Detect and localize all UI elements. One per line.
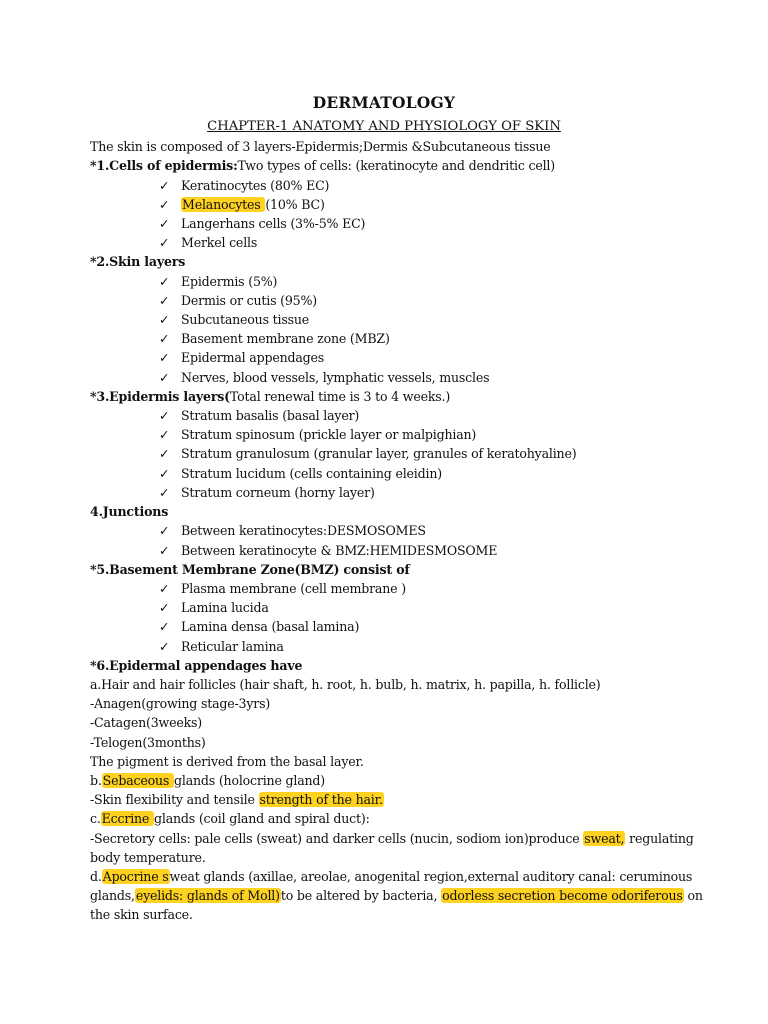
paragraph-line: -Secretory cells: pale cells (sweat) and darker cells (nucin, sodiom ion)produce sweat, regulating	[90, 831, 694, 846]
section-5-heading: *5.Basement Membrane Zone(BMZ) consist of	[90, 562, 410, 577]
check-mark-icon: ✓	[159, 639, 170, 654]
list-item: Lamina lucida	[181, 600, 269, 615]
page-title: DERMATOLOGY	[312, 93, 456, 112]
check-mark-icon: ✓	[159, 466, 170, 481]
paragraph-line: -Anagen(growing stage-3yrs)	[90, 696, 271, 711]
list-item: Basement membrane zone (MBZ)	[181, 331, 390, 346]
list-item: Dermis or cutis (95%)	[181, 293, 317, 308]
highlight: strength of the hair.	[259, 792, 383, 807]
highlight: sweat,	[584, 831, 625, 846]
check-mark-icon: ✓	[159, 312, 170, 327]
list-item: Stratum spinosum (prickle layer or malpighian)	[181, 427, 477, 442]
check-mark-icon: ✓	[159, 331, 170, 346]
check-mark-icon: ✓	[159, 619, 170, 634]
section-6-heading: *6.Epidermal appendages have	[90, 658, 303, 673]
paragraph-line: The pigment is derived from the basal layer.	[90, 754, 364, 769]
check-mark-icon: ✓	[159, 216, 170, 231]
check-mark-icon: ✓	[159, 408, 170, 423]
highlight: odorless secretion become odoriferous	[442, 888, 683, 903]
list-item: Epidermis (5%)	[181, 274, 278, 289]
highlight: Apocrine s	[102, 869, 169, 884]
paragraph-line: the skin surface.	[90, 907, 193, 922]
intro-line: The skin is composed of 3 layers-Epidermis;Dermis &Subcutaneous tissue	[90, 139, 551, 154]
paragraph-line: -Skin flexibility and tensile strength of the hair.	[90, 792, 383, 807]
check-mark-icon: ✓	[159, 235, 170, 250]
check-mark-icon: ✓	[159, 600, 170, 615]
paragraph-line: a.Hair and hair follicles (hair shaft, h. root, h. bulb, h. matrix, h. papilla, h. follicle)	[90, 677, 601, 692]
list-item: Stratum basalis (basal layer)	[181, 408, 360, 423]
check-mark-icon: ✓	[159, 197, 170, 212]
check-mark-icon: ✓	[159, 350, 170, 365]
check-mark-icon: ✓	[159, 581, 170, 596]
list-item: Lamina densa (basal lamina)	[181, 619, 360, 634]
list-item: Subcutaneous tissue	[181, 312, 310, 327]
list-item: Langerhans cells (3%-5% EC)	[181, 216, 366, 231]
check-mark-icon: ✓	[159, 446, 170, 461]
check-mark-icon: ✓	[159, 427, 170, 442]
section-3-heading: *3.Epidermis layers(Total renewal time is 3 to 4 weeks.)	[90, 389, 451, 404]
highlight: Melanocytes	[182, 197, 265, 212]
list-item: Nerves, blood vessels, lymphatic vessels, muscles	[181, 370, 490, 385]
list-item: Keratinocytes (80% EC)	[181, 178, 330, 193]
list-item: Stratum granulosum (granular layer, granules of keratohyaline)	[181, 446, 577, 461]
list-item: Plasma membrane (cell membrane )	[181, 581, 406, 596]
list-item: Epidermal appendages	[181, 350, 325, 365]
paragraph-line: b.Sebaceous glands (holocrine gland)	[90, 773, 326, 788]
list-item: Melanocytes (10% BC)	[182, 197, 325, 212]
list-item: Reticular lamina	[181, 639, 284, 654]
check-mark-icon: ✓	[159, 485, 170, 500]
list-item: Stratum lucidum (cells containing eleidin)	[181, 466, 442, 481]
chapter-heading: CHAPTER-1 ANATOMY AND PHYSIOLOGY OF SKIN	[207, 119, 561, 134]
check-mark-icon: ✓	[159, 274, 170, 289]
check-mark-icon: ✓	[159, 293, 170, 308]
paragraph-line: body temperature.	[90, 850, 206, 865]
paragraph-line: glands,eyelids: glands of Moll)to be altered by bacteria, odorless secretion become odoriferous on	[90, 888, 703, 903]
paragraph-line: -Catagen(3weeks)	[90, 715, 203, 730]
paragraph-line: -Telogen(3months)	[90, 735, 206, 750]
list-item: Stratum corneum (horny layer)	[181, 485, 375, 500]
highlight: Eccrine	[101, 811, 153, 826]
list-item: Between keratinocytes:DESMOSOMES	[181, 523, 426, 538]
list-item: Between keratinocyte & BMZ:HEMIDESMOSOME	[181, 543, 498, 558]
check-mark-icon: ✓	[159, 178, 170, 193]
highlight: Sebaceous	[102, 773, 173, 788]
check-mark-icon: ✓	[159, 543, 170, 558]
check-mark-icon: ✓	[159, 523, 170, 538]
highlight: eyelids: glands of Moll)	[135, 888, 280, 903]
paragraph-line: d.Apocrine sweat glands (axillae, areolae, anogenital region,external auditory canal: ceruminous	[90, 869, 693, 884]
paragraph-line: c.Eccrine glands (coil gland and spiral duct):	[90, 811, 370, 826]
section-4-heading: 4.Junctions	[90, 504, 169, 519]
section-1-heading: *1.Cells of epidermis:Two types of cells: (keratinocyte and dendritic cell)	[90, 158, 555, 173]
check-mark-icon: ✓	[159, 370, 170, 385]
list-item: Merkel cells	[181, 235, 258, 250]
section-2-heading: *2.Skin layers	[90, 254, 186, 269]
